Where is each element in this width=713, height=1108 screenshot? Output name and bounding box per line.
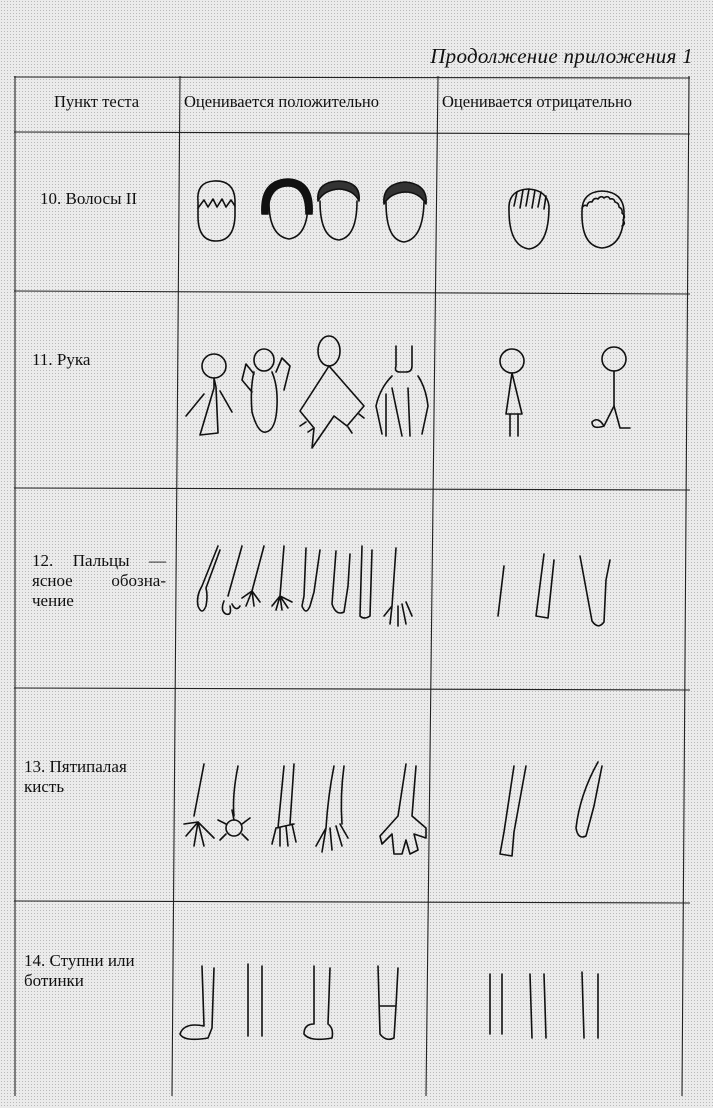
header-item: Пункт теста <box>54 92 140 111</box>
row-label-14: 14. Ступни или ботинки <box>24 951 135 990</box>
row-label-12: 12. Пальцы — ясное обозна-чение <box>32 551 166 610</box>
row-label-10: 10. Волосы II <box>40 189 138 208</box>
header-positive: Оценивается положительно <box>184 92 379 111</box>
test-items-table <box>14 76 690 1096</box>
page-heading: Продолжение приложения 1 <box>430 44 693 68</box>
row-label-11: 11. Рука <box>32 350 91 369</box>
header-negative: Оценивается отрицательно <box>442 92 633 111</box>
row-label-13: 13. Пятипалая кисть <box>24 757 127 796</box>
